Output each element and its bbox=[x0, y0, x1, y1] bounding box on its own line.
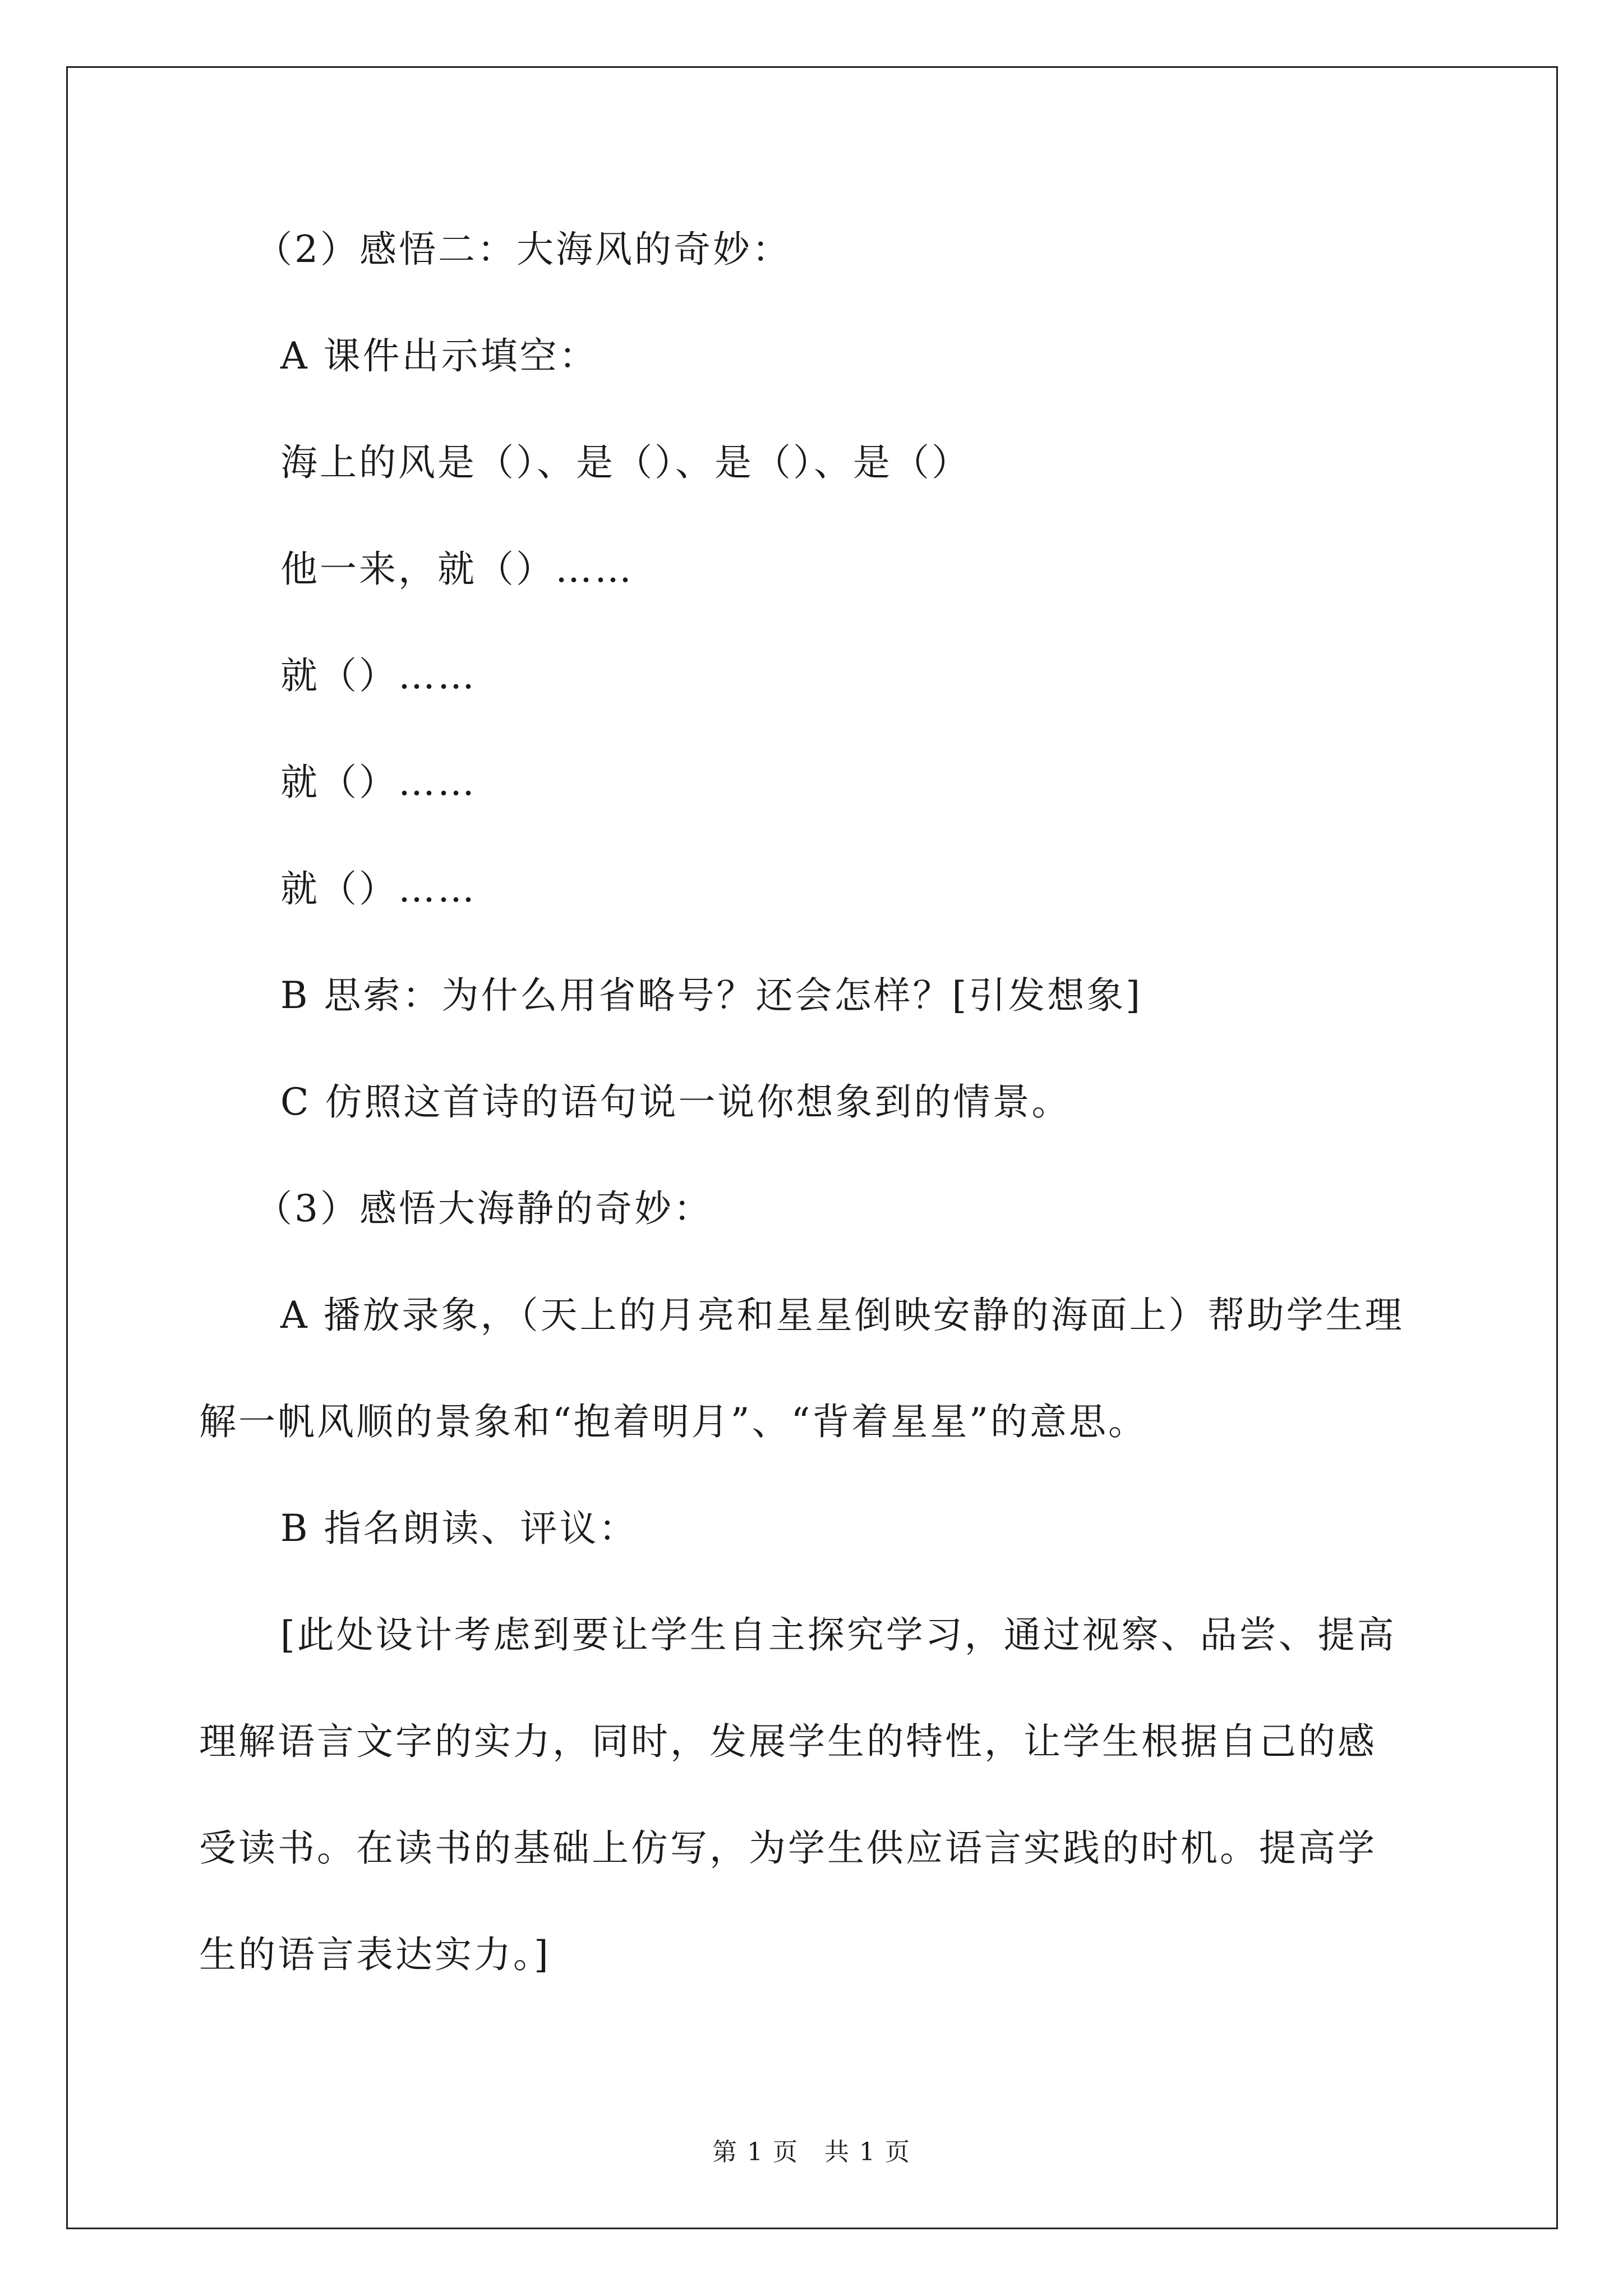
paragraph-line: 理解语言文字的实力，同时，发展学生的特性，让学生根据自己的感 bbox=[199, 1720, 1377, 1763]
paragraph-line: 海上的风是（）、是（）、是（）、是（） bbox=[280, 441, 971, 484]
paragraph-line: （2）感悟二：大海风的奇妙： bbox=[255, 228, 791, 271]
paragraph-line: （3）感悟大海静的奇妙： bbox=[255, 1187, 713, 1230]
paragraph-line: 就（）…… bbox=[280, 761, 477, 804]
paragraph-line: C 仿照这首诗的语句说一说你想象到的情景。 bbox=[280, 1080, 1071, 1124]
paragraph-line: 生的语言表达实力。] bbox=[199, 1933, 551, 1976]
paragraph-line: 就（）…… bbox=[280, 654, 477, 697]
paragraph-line: 受读书。在读书的基础上仿写，为学生供应语言实践的时机。提高学 bbox=[199, 1826, 1377, 1870]
paragraph-line: 他一来，就（）…… bbox=[280, 547, 634, 591]
paragraph-line: A 播放录象，（天上的月亮和星星倒映安静的海面上）帮助学生理 bbox=[280, 1294, 1404, 1337]
paragraph-line: B 指名朗读、评议： bbox=[280, 1507, 638, 1550]
page-border bbox=[66, 66, 1558, 2229]
paragraph-line: B 思索：为什么用省略号？还会怎样？[引发想象] bbox=[280, 974, 1142, 1017]
paragraph-line: A 课件出示填空： bbox=[280, 334, 598, 378]
paragraph-line: 就（）…… bbox=[280, 867, 477, 910]
page-footer: 第 1 页 共 1 页 bbox=[712, 2138, 911, 2166]
paragraph-line: [此处设计考虑到要让学生自主探究学习，通过视察、品尝、提高 bbox=[280, 1613, 1396, 1657]
paragraph-line: 解一帆风顺的景象和“抱着明月”、“背着星星”的意思。 bbox=[199, 1400, 1147, 1443]
